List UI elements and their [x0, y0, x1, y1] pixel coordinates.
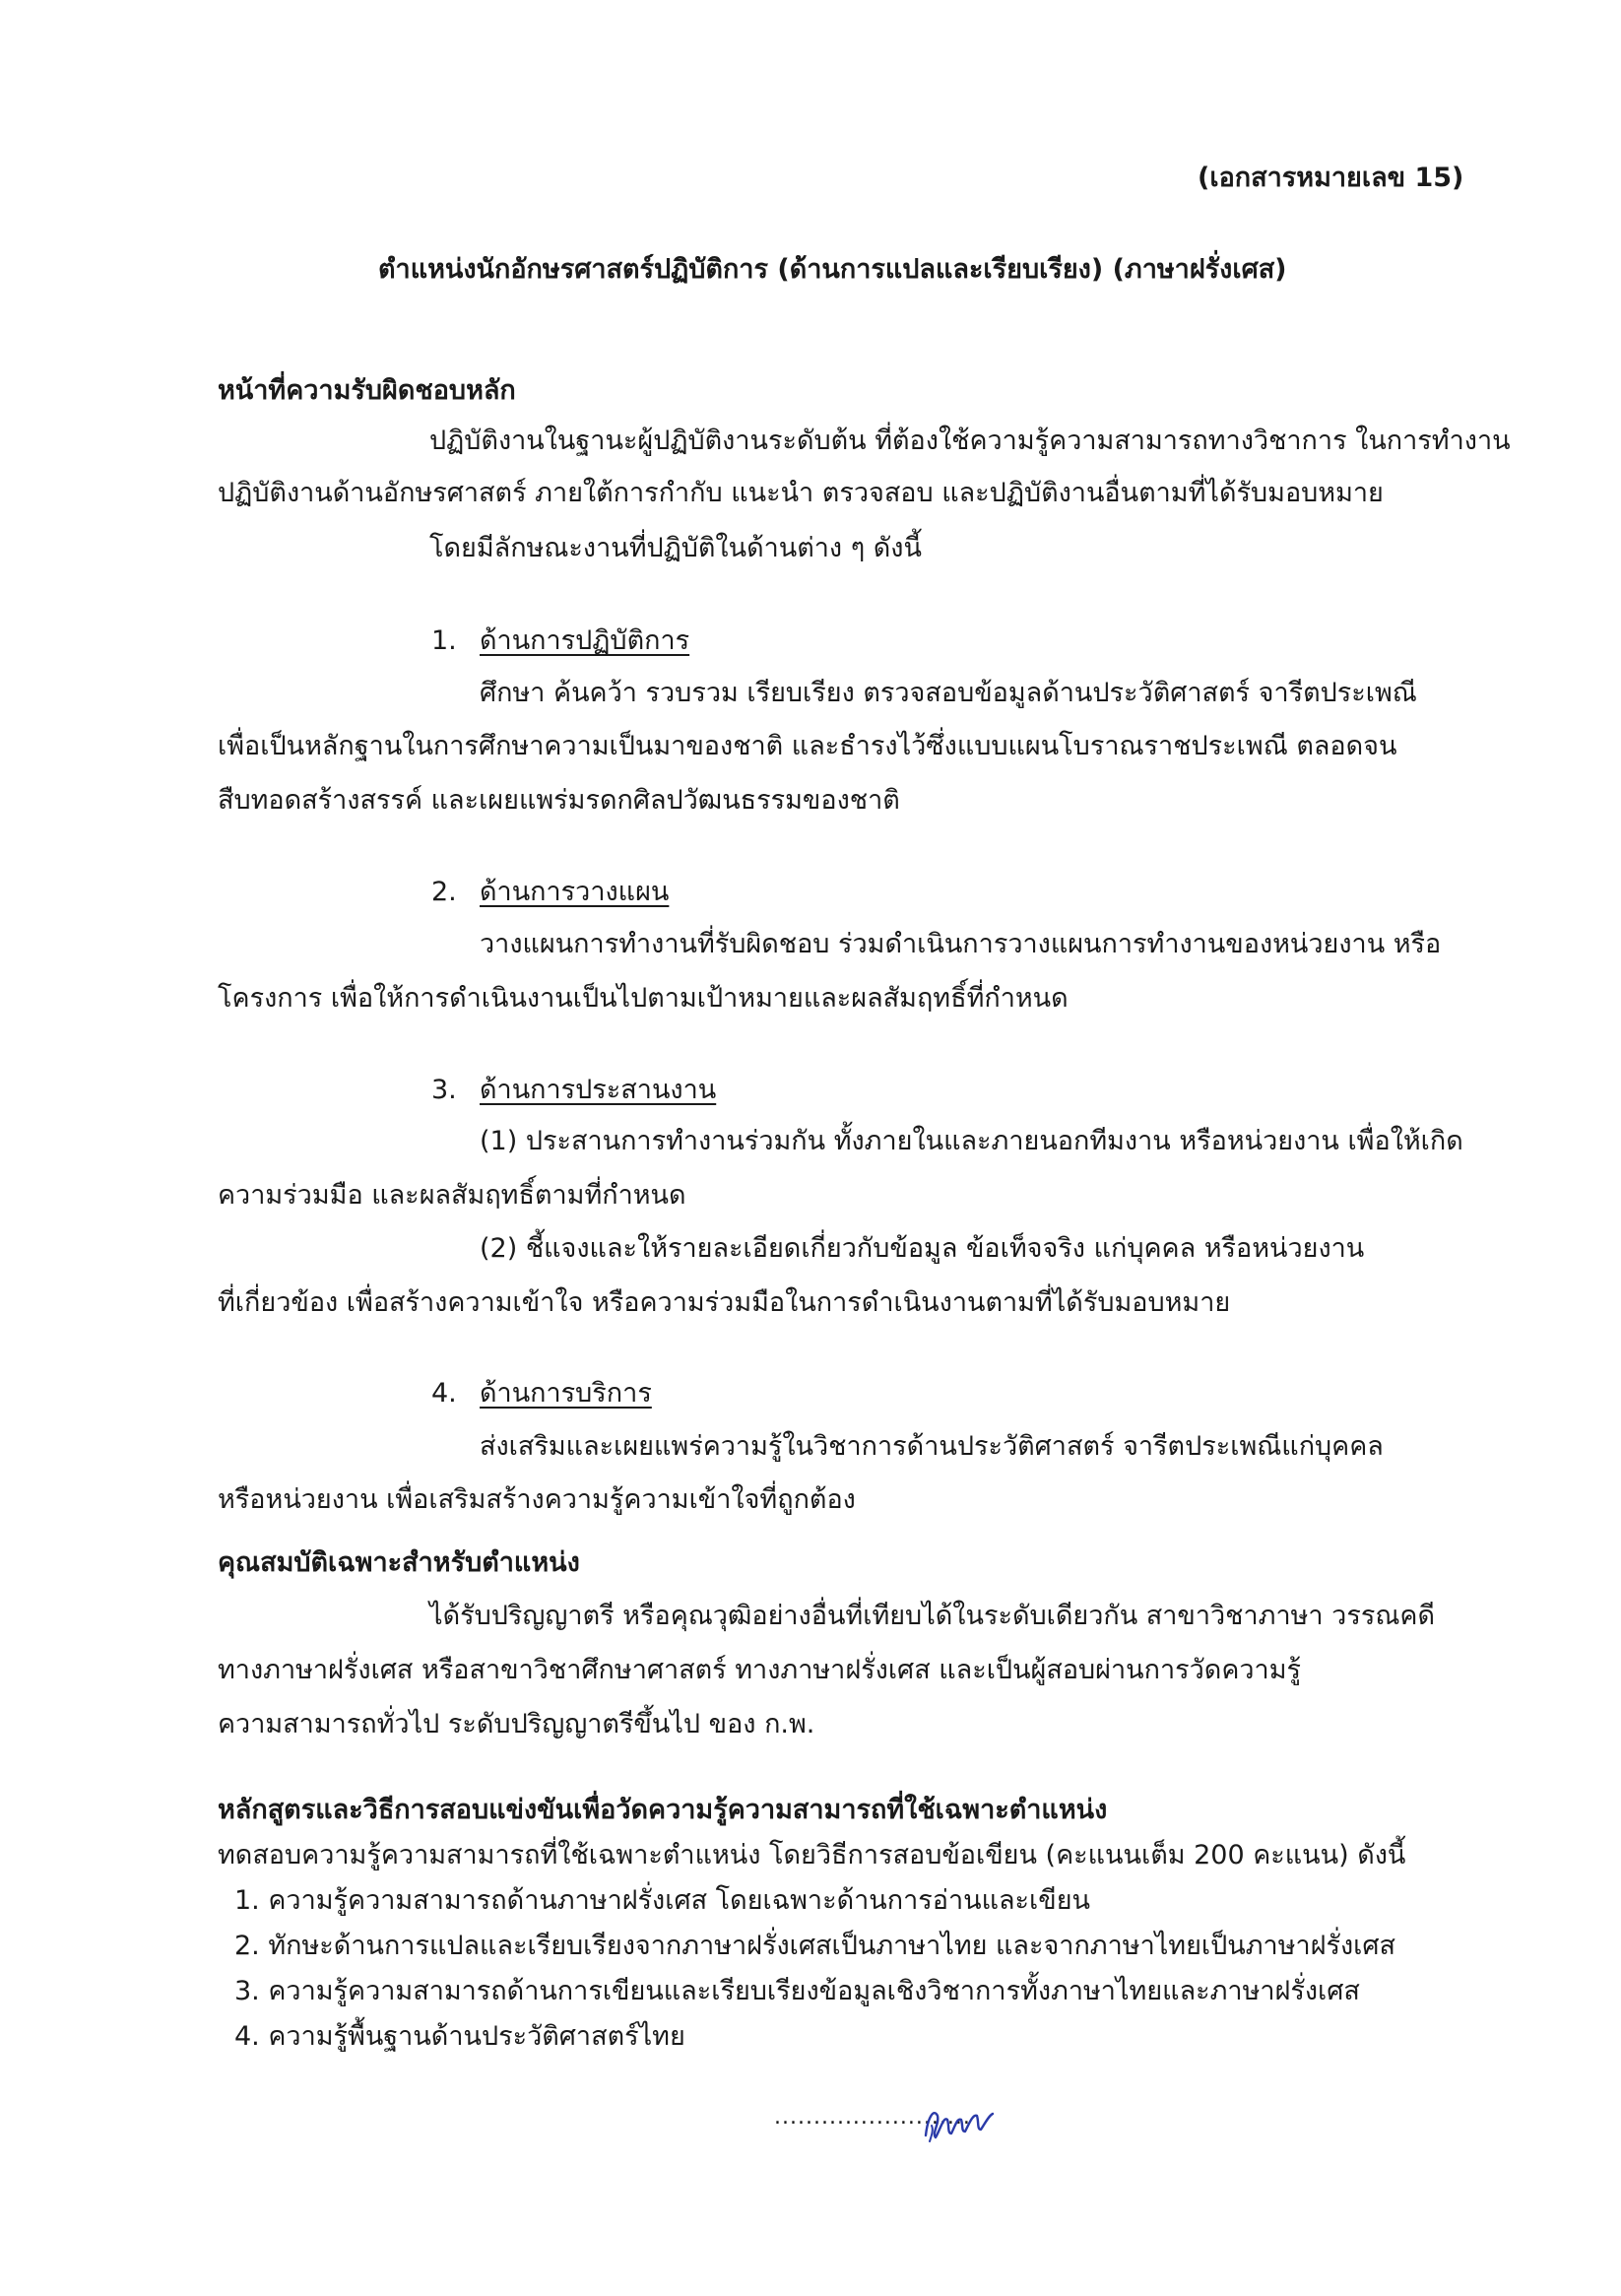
exam-item: 3. ความรู้ความสามารถด้านการเขียนและเรียบเรียงข้อมูลเชิงวิชาการทั้งภาษาไทยและภาษาฝรั่งเศส: [234, 1976, 1360, 2006]
document-number: (เอกสารหมายเลข 15): [1198, 163, 1464, 193]
qualifications-heading: คุณสมบัติเฉพาะสำหรับตำแหน่ง: [218, 1547, 580, 1578]
qualifications-line: ได้รับปริญญาตรี หรือคุณวุฒิอย่างอื่นที่เทียบได้ในระดับเดียวกัน สาขาวิชาภาษา วรรณคดี: [429, 1601, 1435, 1631]
exam-heading: หลักสูตรและวิธีการสอบแข่งขันเพื่อวัดความรู้ความสามารถที่ใช้เฉพาะตำแหน่ง: [218, 1795, 1108, 1825]
section-1-title: ด้านการปฏิบัติการ: [480, 625, 690, 656]
section-4-title: ด้านการบริการ: [480, 1378, 652, 1409]
duties-intro-line-1: ปฏิบัติงานในฐานะผู้ปฏิบัติงานระดับต้น ที่ต้องใช้ความรู้ความสามารถทางวิชาการ ในการทำงาน: [429, 426, 1511, 456]
exam-item: 1. ความรู้ความสามารถด้านภาษาฝรั่งเศส โดยเฉพาะด้านการอ่านและเขียน: [234, 1885, 1091, 1916]
qualifications-line: ความสามารถทั่วไป ระดับปริญญาตรีขึ้นไป ของ ก.พ.: [218, 1709, 815, 1739]
exam-item: 4. ความรู้พื้นฐานด้านประวัติศาสตร์ไทย: [234, 2021, 685, 2052]
section-4-line: หรือหน่วยงาน เพื่อเสริมสร้างความรู้ความเข้าใจที่ถูกต้อง: [218, 1484, 856, 1515]
section-1-line: เพื่อเป็นหลักฐานในการศึกษาความเป็นมาของชาติ และธำรงไว้ซึ่งแบบแผนโบราณราชประเพณี ตลอดจน: [218, 731, 1397, 761]
section-3-line: ที่เกี่ยวข้อง เพื่อสร้างความเข้าใจ หรือความร่วมมือในการดำเนินงานตามที่ได้รับมอบหมาย: [218, 1287, 1231, 1318]
handwritten-initials-icon: [920, 2096, 999, 2145]
section-1-line: ศึกษา ค้นคว้า รวบรวม เรียบเรียง ตรวจสอบข้อมูลด้านประวัติศาสตร์ จารีตประเพณี: [480, 678, 1417, 708]
section-2-title: ด้านการวางแผน: [480, 877, 670, 907]
section-3-line: ความร่วมมือ และผลสัมฤทธิ์ตามที่กำหนด: [218, 1180, 686, 1211]
exam-intro: ทดสอบความรู้ความสามารถที่ใช้เฉพาะตำแหน่ง โดยวิธีการสอบข้อเขียน (คะแนนเต็ม 200 คะแนน) ดังนี้: [218, 1840, 1406, 1870]
page-title: ตำแหน่งนักอักษรศาสตร์ปฏิบัติการ (ด้านการแปลและเรียบเรียง) (ภาษาฝรั่งเศส): [378, 254, 1287, 285]
section-4-line: ส่งเสริมและเผยแพร่ความรู้ในวิชาการด้านประวัติศาสตร์ จารีตประเพณีแก่บุคคล: [480, 1431, 1384, 1462]
exam-item: 2. ทักษะด้านการแปลและเรียบเรียงจากภาษาฝรั่งเศสเป็นภาษาไทย และจากภาษาไทยเป็นภาษาฝรั่งเศส: [234, 1931, 1396, 1961]
duties-heading: หน้าที่ความรับผิดชอบหลัก: [218, 375, 516, 406]
duties-intro-line-3: โดยมีลักษณะงานที่ปฏิบัติในด้านต่าง ๆ ดังนี้: [429, 533, 922, 563]
qualifications-line: ทางภาษาฝรั่งเศส หรือสาขาวิชาศึกษาศาสตร์ ทางภาษาฝรั่งเศส และเป็นผู้สอบผ่านการวัดความรู้: [218, 1655, 1302, 1685]
section-3-title: ด้านการประสานงาน: [480, 1075, 717, 1105]
duties-intro-line-2: ปฏิบัติงานด้านอักษรศาสตร์ ภายใต้การกำกับ แนะนำ ตรวจสอบ และปฏิบัติงานอื่นตามที่ได้รับมอบหมาย: [218, 478, 1384, 508]
section-2-line: วางแผนการทำงานที่รับผิดชอบ ร่วมดำเนินการวางแผนการทำงานของหน่วยงาน หรือ: [480, 929, 1442, 959]
section-1-line: สืบทอดสร้างสรรค์ และเผยแพร่มรดกศิลปวัฒนธรรมของชาติ: [218, 785, 900, 816]
section-2-number: 2.: [431, 877, 457, 907]
section-2-line: โครงการ เพื่อให้การดำเนินงานเป็นไปตามเป้าหมายและผลสัมฤทธิ์ที่กำหนด: [218, 983, 1069, 1014]
signature-line: .........................: [774, 2105, 971, 2130]
section-3-line: (2) ชี้แจงและให้รายละเอียดเกี่ยวกับข้อมูล ข้อเท็จจริง แก่บุคคล หรือหน่วยงาน: [480, 1233, 1365, 1264]
section-3-line: (1) ประสานการทำงานร่วมกัน ทั้งภายในและภายนอกทีมงาน หรือหน่วยงาน เพื่อให้เกิด: [480, 1126, 1463, 1156]
section-4-number: 4.: [431, 1378, 457, 1409]
section-3-number: 3.: [431, 1075, 457, 1105]
section-1-number: 1.: [431, 625, 457, 656]
